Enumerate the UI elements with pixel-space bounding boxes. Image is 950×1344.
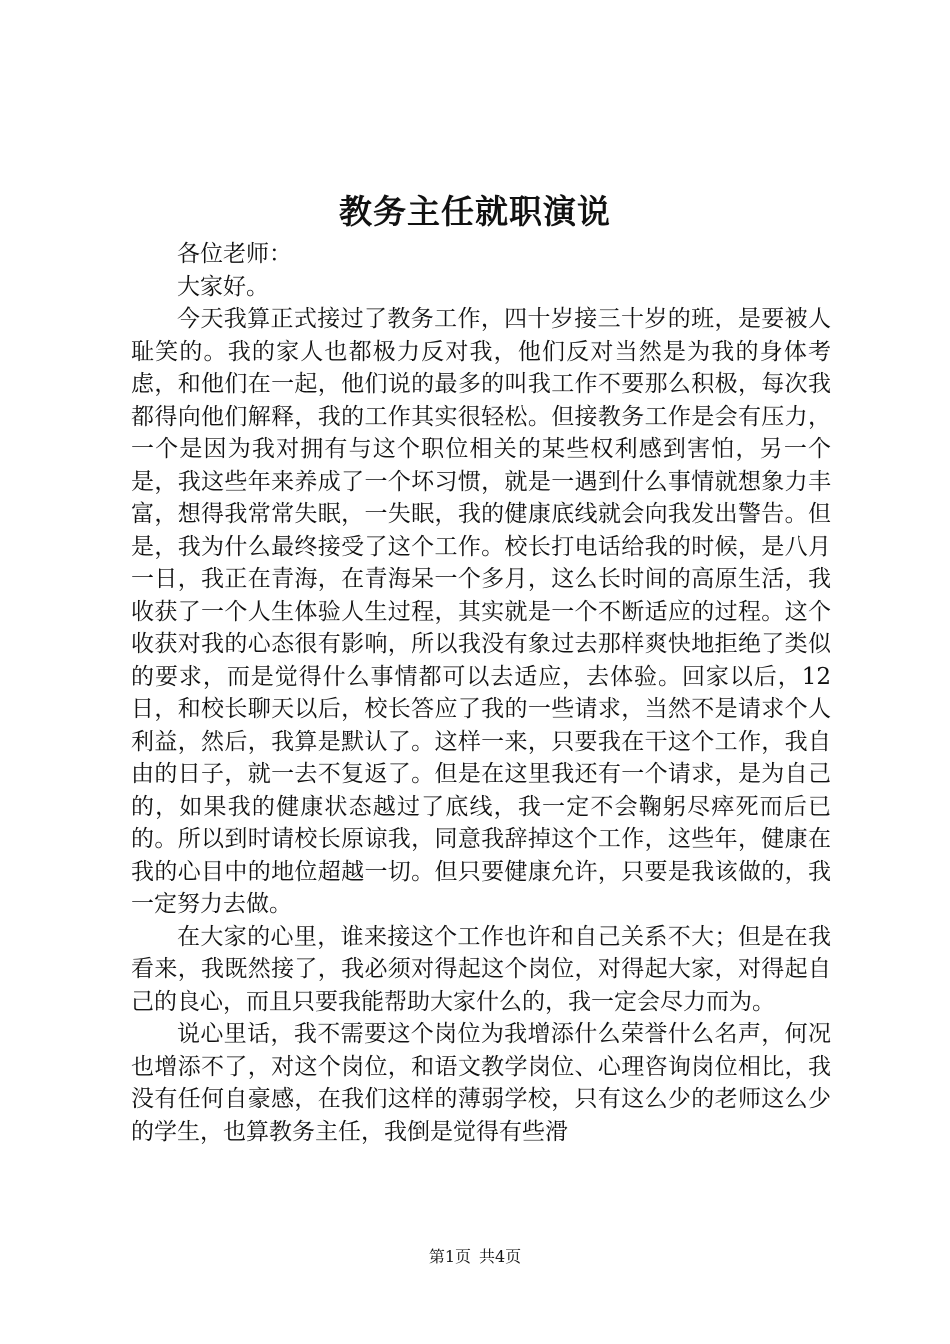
body-paragraph-2: 在大家的心里，谁来接这个工作也许和自己关系不大；但是在我看来，我既然接了，我必须对得起这个岗位，对得起大家，对得起自己的良心，而且只要我能帮助大家什么的，我一定会尽力而为。 bbox=[131, 923, 831, 1015]
body-paragraph-1: 今天我算正式接过了教务工作，四十岁接三十岁的班，是要被人耻笑的。我的家人也都极力反对我，他们反对当然是为我的身体考虑，和他们在一起，他们说的最多的叫我工作不要那么积极，每次我都得向他们解释，我的工作其实很轻松。但接教务工作是会有压力，一个是因为我对拥有与这个职位相关的某些权利感到害怕，另一个是，我这些年来养成了一个坏习惯，就是一遇到什么事情就想象力丰富，想得我常常失眠，一失眠，我的健康底线就会向我发出警告。但是，我为什么最终接受了这个工作。校长打电话给我的时候，是八月一日，我正在青海，在青海呆一个多月，这么长时间的高原生活，我收获了一个人生体验人生过程，其实就是一个不断适应的过程。这个收获对我的心态很有影响，所以我没有象过去那样爽快地拒绝了类似的要求，而是觉得什么事情都可以去适应，去体验。回家以后，12日，和校长聊天以后，校长答应了我的一些请求，当然不是请求个人利益，然后，我算是默认了。这样一来，只要我在干这个工作，我自由的日子，就一去不复返了。但是在这里我还有一个请求，是为自己的，如果我的健康状态越过了底线，我一定不会鞠躬尽瘁死而后已的。所以到时请校长原谅我，同意我辞掉这个工作，这些年，健康在我的心目中的地位超越一切。但只要健康允许，只要是我该做的，我一定努力去做。 bbox=[131, 306, 831, 917]
greeting-paragraph: 大家好。 bbox=[177, 273, 269, 300]
document-title: 教务主任就职演说 bbox=[339, 192, 611, 231]
page-total: 共4页 bbox=[479, 1247, 522, 1266]
page-number: 第1页 bbox=[428, 1247, 471, 1266]
document-body bbox=[131, 238, 831, 1148]
body-paragraph-3: 说心里话，我不需要这个岗位为我增添什么荣誉什么名声，何况也增添不了，对这个岗位，和语文教学岗位、心理咨询岗位相比，我没有任何自豪感，在我们这样的薄弱学校，只有这么少的老师这么少的学生，也算教务主任，我倒是觉得有些滑 bbox=[131, 1021, 831, 1145]
page-footer bbox=[0, 1244, 950, 1267]
salutation-paragraph: 各位老师： bbox=[177, 241, 292, 267]
